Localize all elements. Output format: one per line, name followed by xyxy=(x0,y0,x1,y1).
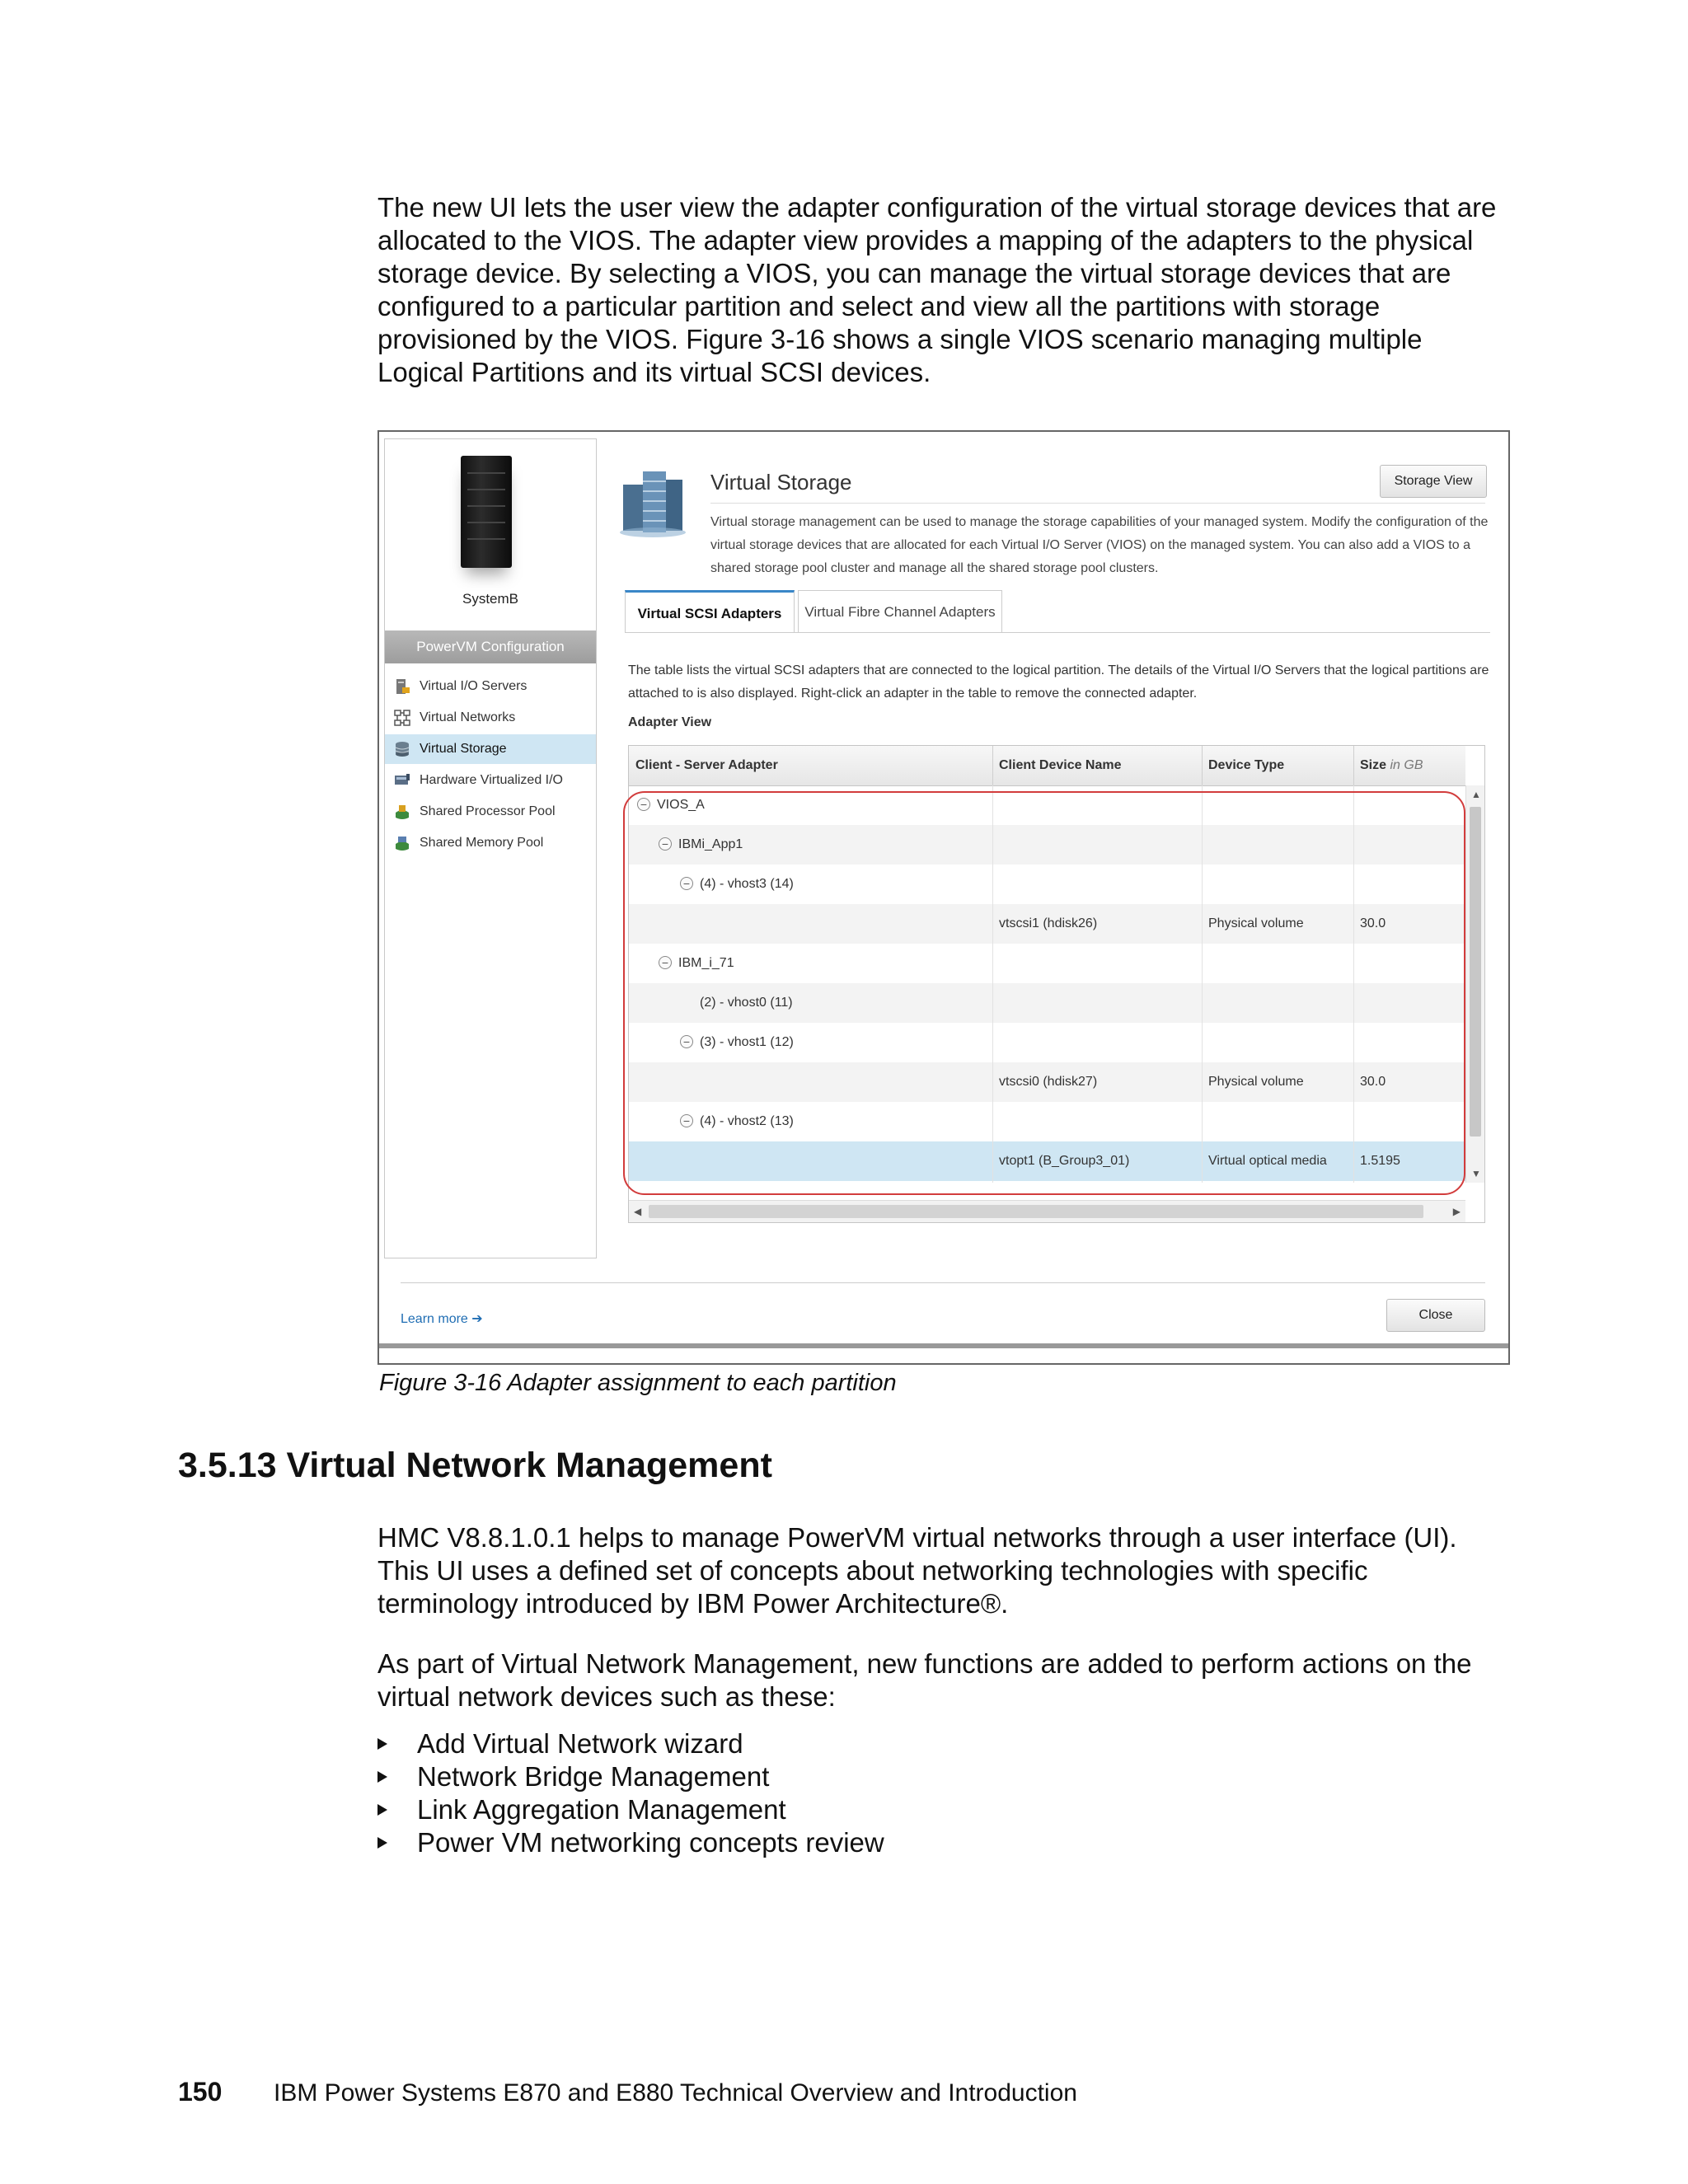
list-item xyxy=(377,1760,884,1793)
server-icon xyxy=(461,456,512,568)
bullet-triangle-icon xyxy=(377,1738,387,1750)
size-cell: 1.5195 xyxy=(1360,1154,1400,1168)
collapse-icon[interactable]: − xyxy=(637,798,650,811)
scroll-right-arrow-icon[interactable]: ▶ xyxy=(1452,1206,1461,1217)
adapter-cell xyxy=(680,983,793,1023)
nav-label: Virtual Storage xyxy=(420,742,507,756)
page-description: Virtual storage management can be used to manage the storage capabilities of your managed system. Modify the configuration of the virtual storage devices that are allocated for each Virtual I/O Server (VIOS) on the managed system. You can also add a VIOS to a shared storage pool cluster and manage all the shared storage pool clusters. xyxy=(710,515,1489,575)
device-type-cell: Virtual optical media xyxy=(1208,1154,1327,1168)
learn-more-label: Learn more xyxy=(401,1312,468,1326)
column-header-adapter[interactable]: Client - Server Adapter xyxy=(635,758,778,772)
bullet-triangle-icon xyxy=(377,1837,387,1849)
divider xyxy=(379,1343,1508,1348)
nav-item-shared-processor-pool[interactable] xyxy=(385,797,596,827)
nav-label: Virtual I/O Servers xyxy=(420,679,528,693)
divider xyxy=(401,1282,1485,1283)
device-name-cell: vtscsi1 (hdisk26) xyxy=(999,916,1098,930)
vertical-scrollbar[interactable] xyxy=(1465,785,1484,1183)
device-type-cell: Physical volume xyxy=(1208,916,1304,930)
close-button[interactable]: Close xyxy=(1386,1299,1485,1332)
adapter-label: (4) - vhost2 (13) xyxy=(700,1114,794,1128)
nav-item-hardware-virtualized-io[interactable] xyxy=(385,766,596,795)
table-row[interactable] xyxy=(629,1062,1465,1102)
storage-view-button[interactable]: Storage View xyxy=(1380,465,1487,498)
adapter-label: IBMi_App1 xyxy=(678,837,743,851)
table-row[interactable] xyxy=(629,825,1465,865)
table-header xyxy=(629,746,1465,786)
divider xyxy=(625,632,1490,633)
adapter-cell xyxy=(659,825,743,865)
left-panel xyxy=(384,438,597,1258)
nav-item-shared-memory-pool[interactable] xyxy=(385,828,596,858)
collapse-icon[interactable]: − xyxy=(680,1114,693,1127)
adapter-label: IBM_i_71 xyxy=(678,956,734,970)
paragraph: As part of Virtual Network Management, new functions are added to perform actions on the virtual network devices such as these: xyxy=(377,1648,1472,1712)
device-name-cell: vtscsi0 (hdisk27) xyxy=(999,1075,1098,1089)
table-row[interactable] xyxy=(629,1102,1465,1141)
device-name-cell: vtopt1 (B_Group3_01) xyxy=(999,1154,1130,1168)
nav-item-virtual-io-servers[interactable] xyxy=(385,672,596,701)
intro-paragraph: The new UI lets the user view the adapter configuration of the virtual storage devices that are allocated to the VIOS. The adapter view provides a mapping of the adapters to the physical storage device. By selecting a VIOS, you can manage the virtual storage devices that are configured to a particular partition and select and view all the partitions with storage provisioned by the VIOS. Figure 3-16 shows a single VIOS scenario managing multiple Logical Partitions and its virtual SCSI devices. xyxy=(377,192,1497,387)
system-name: SystemB xyxy=(462,591,519,607)
storage-icon xyxy=(393,740,411,758)
size-cell: 30.0 xyxy=(1360,916,1386,930)
network-icon xyxy=(393,709,411,727)
adapter-cell xyxy=(659,944,734,983)
adapter-label: (3) - vhost1 (12) xyxy=(700,1035,794,1049)
column-header-device-type[interactable]: Device Type xyxy=(1208,758,1285,772)
adapter-cell xyxy=(680,1102,794,1141)
size-cell: 30.0 xyxy=(1360,1075,1386,1089)
list-item xyxy=(377,1727,884,1760)
table-row[interactable] xyxy=(629,904,1465,944)
memory-pool-icon xyxy=(393,834,411,852)
bullet-list xyxy=(377,1727,884,1859)
paragraph: HMC V8.8.1.0.1 helps to manage PowerVM virtual networks through a user interface (UI). This UI uses a defined set of concepts about networking technologies with specific terminology introduced by IBM Power Architecture®. xyxy=(377,1522,1457,1619)
adapter-table xyxy=(628,745,1485,1223)
column-header-size[interactable] xyxy=(1353,746,1465,785)
learn-more-link[interactable] xyxy=(401,1310,483,1327)
tab-virtual-fibre-channel-adapters[interactable]: Virtual Fibre Channel Adapters xyxy=(798,590,1002,633)
table-row[interactable] xyxy=(629,865,1465,904)
bullet-triangle-icon xyxy=(377,1804,387,1816)
page-title: Virtual Storage xyxy=(710,470,852,494)
adapter-view-label: Adapter View xyxy=(628,715,712,729)
adapter-cell xyxy=(680,865,794,904)
scroll-thumb[interactable] xyxy=(649,1205,1423,1218)
table-description: The table lists the virtual SCSI adapters that are connected to the logical partition. The details of the Virtual I/O Servers that the logical partitions are attached to is also displayed. Right-click an adapter in the table to remove the connected adapter. xyxy=(628,663,1489,701)
page-number: 150 xyxy=(178,2077,223,2107)
nav-item-virtual-storage[interactable] xyxy=(385,734,596,764)
divider xyxy=(710,503,1485,504)
table-row[interactable] xyxy=(629,1023,1465,1062)
collapse-icon[interactable]: − xyxy=(659,837,672,851)
adapter-cell xyxy=(680,1023,794,1062)
collapse-icon[interactable]: − xyxy=(659,956,672,969)
table-row[interactable] xyxy=(629,983,1465,1023)
column-header-device-name[interactable]: Client Device Name xyxy=(999,758,1122,772)
nav-label: Shared Processor Pool xyxy=(420,804,556,818)
list-item xyxy=(377,1826,884,1859)
processor-pool-icon xyxy=(393,803,411,821)
list-item-text: Link Aggregation Management xyxy=(417,1794,786,1825)
section-heading: 3.5.13 Virtual Network Management xyxy=(178,1446,772,1485)
list-item-text: Network Bridge Management xyxy=(417,1761,770,1792)
virtual-storage-icon xyxy=(618,463,687,539)
adapter-cell xyxy=(637,785,705,825)
collapse-icon[interactable]: − xyxy=(680,1035,693,1048)
device-type-cell: Physical volume xyxy=(1208,1075,1304,1089)
arrow-right-icon: ➔ xyxy=(471,1312,483,1326)
nav-label: Shared Memory Pool xyxy=(420,836,544,850)
running-title: IBM Power Systems E870 and E880 Technical Overview and Introduction xyxy=(274,2079,1077,2107)
figure-caption: Figure 3-16 Adapter assignment to each partition xyxy=(379,1370,897,1396)
scroll-down-arrow-icon[interactable]: ▼ xyxy=(1471,1168,1481,1179)
server-icon xyxy=(393,677,411,696)
adapter-label: VIOS_A xyxy=(657,798,705,812)
scroll-up-arrow-icon[interactable]: ▲ xyxy=(1471,789,1481,800)
bullet-triangle-icon xyxy=(377,1771,387,1783)
nav-label: Hardware Virtualized I/O xyxy=(420,773,563,787)
table-row[interactable] xyxy=(629,1141,1465,1181)
table-row[interactable] xyxy=(629,944,1465,983)
nav-label: Virtual Networks xyxy=(420,710,516,724)
nav-item-virtual-networks[interactable] xyxy=(385,703,596,733)
horizontal-scrollbar[interactable] xyxy=(629,1200,1465,1222)
collapse-icon[interactable]: − xyxy=(680,877,693,890)
size-unit: in GB xyxy=(1390,758,1423,772)
powervm-configuration-header: PowerVM Configuration xyxy=(385,630,596,663)
adapter-label: (2) - vhost0 (11) xyxy=(700,996,793,1010)
adapter-label: (4) - vhost3 (14) xyxy=(700,877,794,891)
table-row[interactable] xyxy=(629,785,1465,825)
list-item-text: Power VM networking concepts review xyxy=(417,1827,884,1858)
figure-screenshot xyxy=(377,430,1510,1365)
size-label: Size xyxy=(1360,758,1387,772)
scroll-left-arrow-icon[interactable]: ◀ xyxy=(634,1206,642,1217)
list-item-text: Add Virtual Network wizard xyxy=(417,1728,743,1759)
list-item xyxy=(377,1793,884,1826)
scroll-thumb[interactable] xyxy=(1470,807,1481,1137)
tab-virtual-scsi-adapters[interactable]: Virtual SCSI Adapters xyxy=(625,590,795,633)
hardware-io-icon xyxy=(393,771,411,790)
